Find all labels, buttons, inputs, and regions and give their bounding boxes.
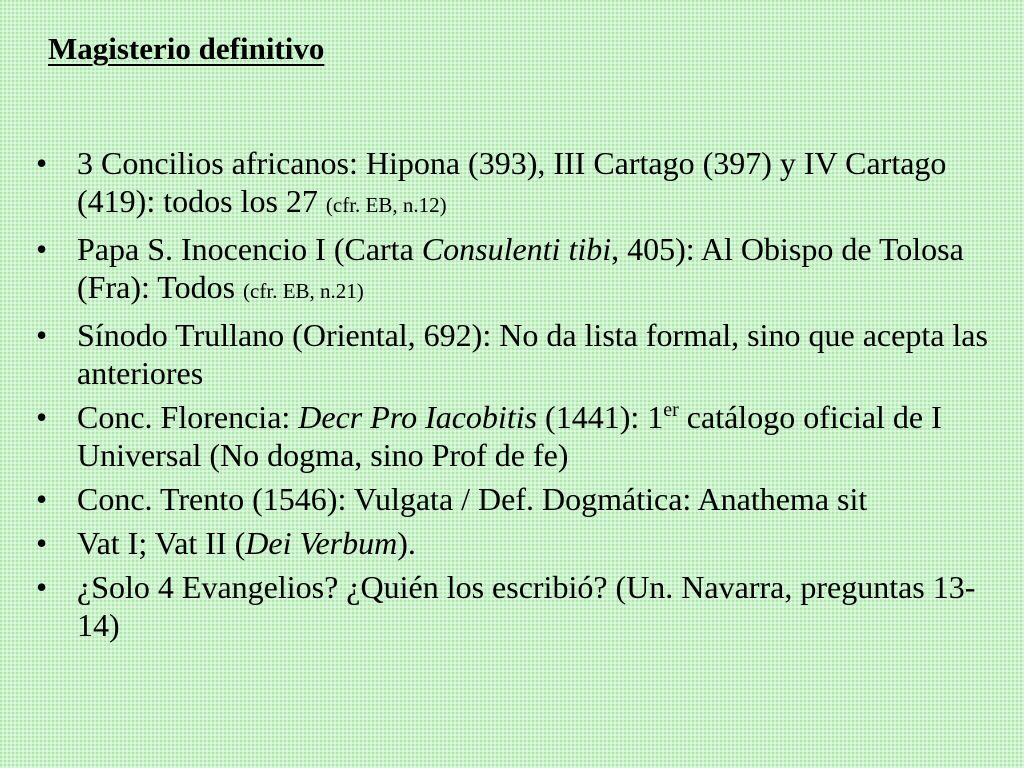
list-item — [0, 480, 1024, 518]
item-text: Conc. Florencia: — [77, 399, 299, 435]
document-title: Dei Verbum — [245, 525, 398, 561]
item-text: Vat I; Vat II ( — [77, 525, 246, 561]
bullet-dot: • — [36, 399, 48, 435]
document-title: Decr Pro Iacobitis — [298, 399, 538, 435]
bullet-dot: • — [36, 525, 48, 561]
item-text: , 405): Al Obispo de Tolosa (Fra): Todos — [77, 231, 964, 305]
list-item — [0, 316, 1024, 392]
item-text: catálogo oficial de I Universal (No dogma, sino Prof de fe) — [77, 399, 942, 473]
bullet-list — [0, 144, 1024, 650]
item-text: Papa S. Inocencio I (Carta — [77, 231, 422, 267]
item-text: Conc. Trento (1546): Vulgata / Def. Dogmática: Anathema sit — [77, 481, 868, 517]
ordinal-superscript: er — [663, 399, 679, 421]
item-reference: (cfr. EB, n.21) — [243, 279, 364, 303]
item-reference: (cfr. EB, n.12) — [325, 193, 447, 217]
item-text: Sínodo Trullano (Oriental, 692): No da lista formal, sino que acepta las anteriores — [77, 317, 988, 391]
list-item — [0, 524, 1024, 562]
bullet-dot: • — [36, 317, 48, 353]
bullet-dot: • — [36, 481, 48, 517]
item-text: ). — [397, 525, 416, 561]
bullet-dot: • — [36, 569, 48, 605]
list-item — [0, 144, 1024, 224]
list-item — [0, 230, 1024, 310]
list-item — [0, 398, 1024, 474]
bullet-dot: • — [36, 145, 48, 181]
slide-title: Magisterio definitivo — [48, 31, 325, 66]
document-title: Consulenti tibi — [421, 231, 612, 267]
item-text: 3 Concilios africanos: Hipona (393), III Cartago (397) y IV Cartago (419): todos los 27 — [77, 145, 947, 219]
item-text: (1441): 1 — [537, 399, 664, 435]
list-item — [0, 568, 1024, 644]
item-text: ¿Solo 4 Evangelios? ¿Quién los escribió? (Un. Navarra, preguntas 13-14) — [77, 569, 976, 643]
bullet-dot: • — [36, 231, 48, 267]
